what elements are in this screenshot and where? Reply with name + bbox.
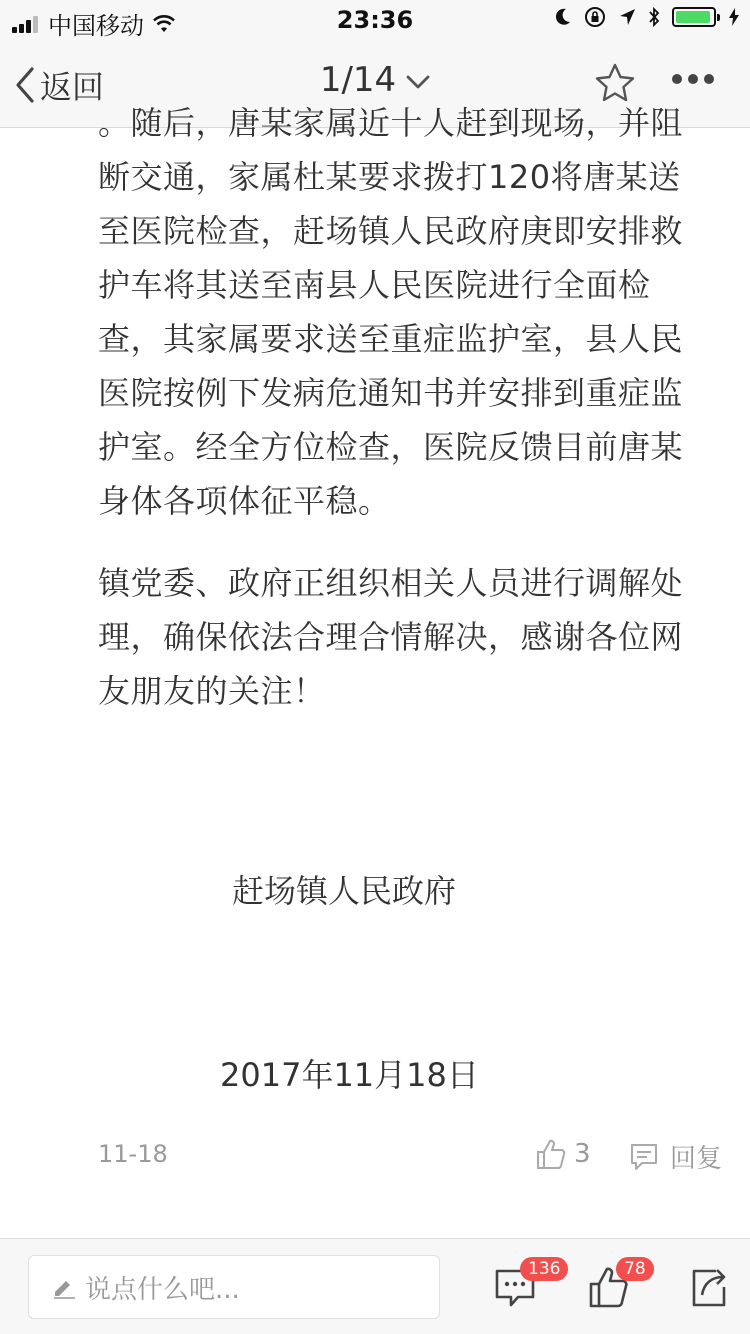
more-button[interactable] — [672, 74, 720, 84]
rotation-lock-icon — [584, 6, 606, 28]
comments-badge: 136 — [520, 1257, 568, 1281]
back-label: 返回 — [40, 68, 105, 106]
comment-input[interactable] — [28, 1255, 440, 1319]
comment-icon — [628, 1141, 660, 1173]
page-indicator-label: 1/14 — [319, 60, 397, 100]
share-button[interactable] — [690, 1265, 728, 1313]
article-date: 2017年11月18日 — [220, 1056, 479, 1094]
signature: 赶场镇人民政府 — [232, 872, 457, 910]
comment-placeholder: 说点什么吧... — [85, 1274, 240, 1305]
more-dot-icon — [688, 74, 698, 84]
more-dot-icon — [704, 74, 714, 84]
more-dot-icon — [672, 74, 682, 84]
article-paragraph: 镇党委、政府正组织相关人员进行调解处理，确保依法合理合情解决，感谢各位网友朋友的关注！ — [98, 564, 684, 710]
clock: 23:36 — [336, 6, 414, 34]
thumbs-up-icon — [536, 1138, 566, 1170]
page-indicator[interactable] — [0, 60, 750, 100]
article-content — [0, 104, 750, 1238]
status-right — [542, 6, 740, 28]
moon-icon — [554, 7, 572, 27]
like-count: 3 — [574, 1139, 591, 1169]
bottom-toolbar — [0, 1238, 750, 1334]
chevron-down-icon — [406, 74, 430, 90]
post-like-button[interactable] — [536, 1138, 591, 1170]
likes-badge: 78 — [616, 1257, 654, 1281]
charging-bolt-icon — [728, 7, 740, 27]
pencil-icon — [51, 1275, 77, 1299]
reply-button[interactable] — [628, 1138, 722, 1175]
comments-button[interactable] — [494, 1259, 561, 1313]
bluetooth-icon — [648, 6, 660, 28]
status-bar — [0, 0, 750, 40]
article-paragraph: 。随后，唐某家属近十人赶到现场，并阻断交通，家属杜某要求拨打120将唐某送至医院检查，赶场镇人民政府庚即安排救护车将其送至南县人民医院进行全面检查，其家属要求送至重症监护室，县人民医院按例下发病危通知书并安排到重症监护室。经全方位检查，医院反馈目前唐某身体各项体征平稳。 — [98, 104, 684, 520]
location-arrow-icon — [618, 7, 636, 27]
share-icon — [690, 1265, 728, 1309]
battery-icon — [672, 7, 716, 27]
likes-button[interactable] — [588, 1259, 646, 1313]
reply-label: 回复 — [670, 1144, 723, 1174]
post-date: 11-18 — [98, 1140, 168, 1168]
carrier-label: 中国移动 — [48, 12, 144, 40]
